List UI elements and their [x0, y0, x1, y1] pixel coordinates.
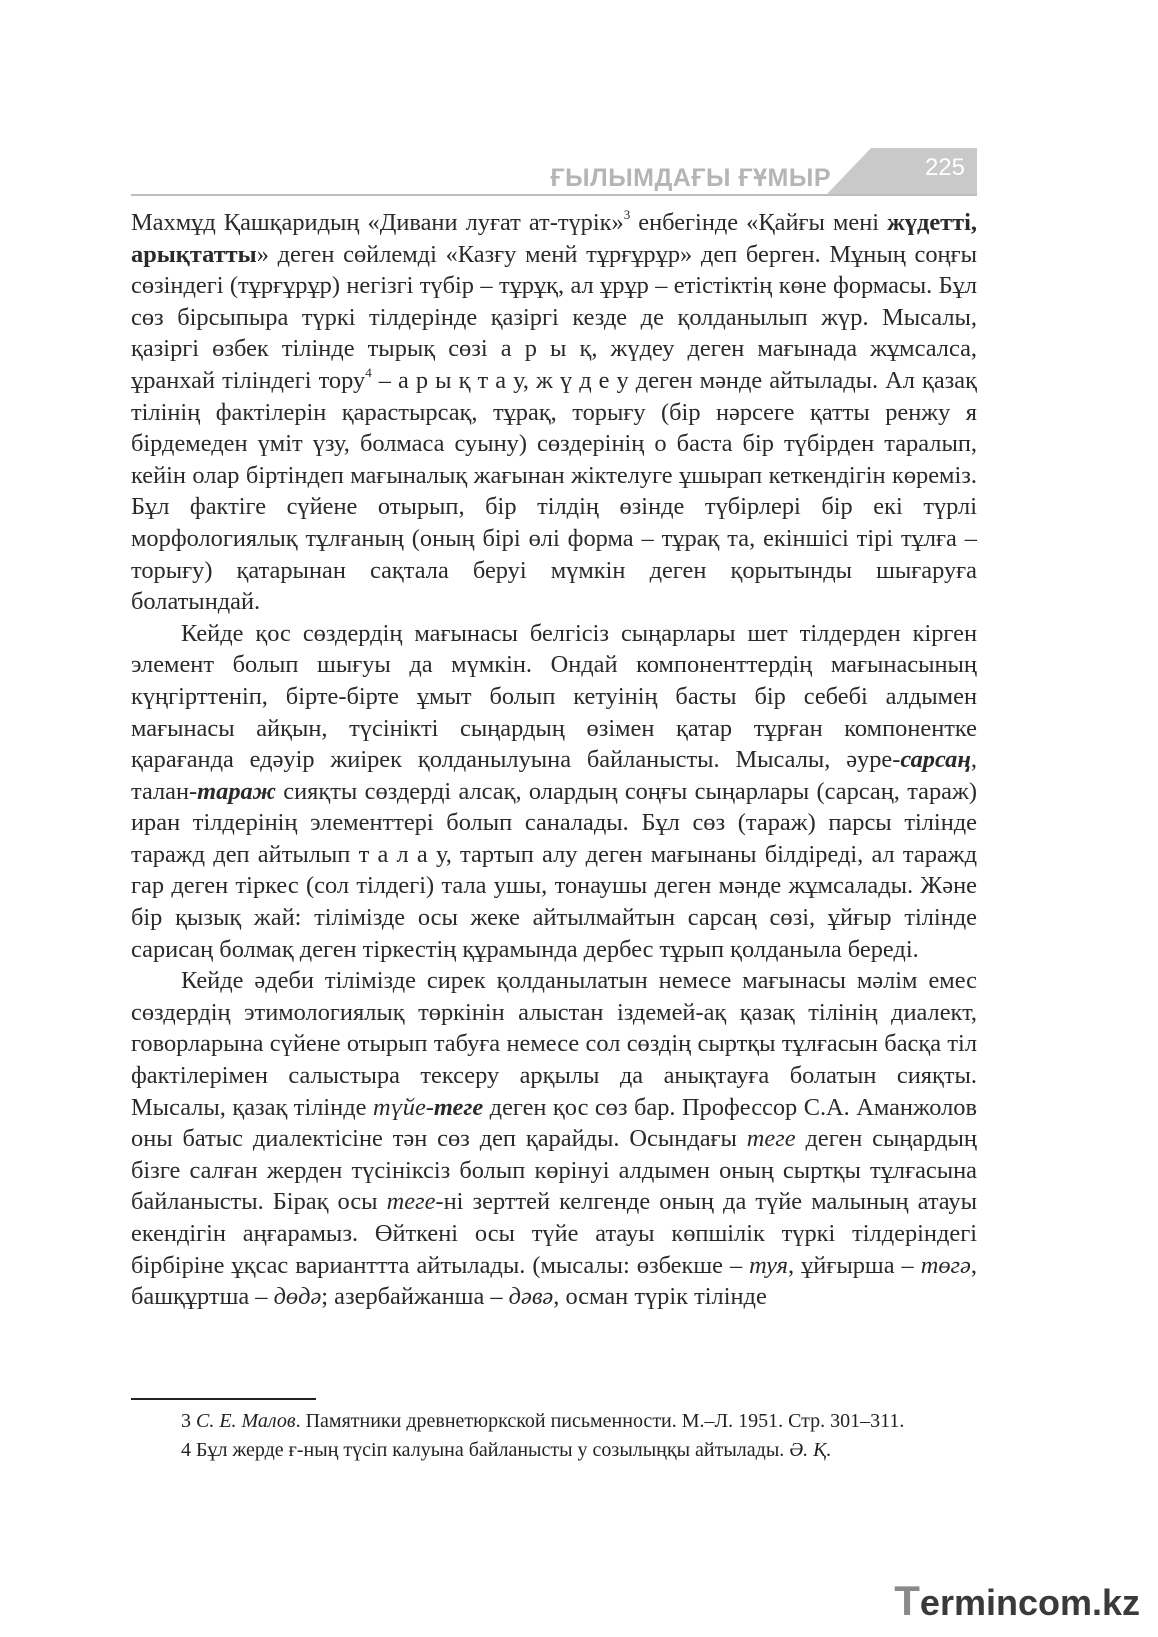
footnotes — [181, 1407, 981, 1465]
paragraph-2: Кейде қос сөздердің мағынасы белгісіз сыңарлары шет тілдерден кірген элемент болып шығуы да мүмкін. Ондай компоненттердің мағынасының күңгірттеніп, бірте-бірте ұмыт болып кетуінің басты бір себебі алдымен мағынасы айқын, түсінікті сыңардың өзімен қатар тұрған компонентке қарағанда едәуір жиірек қолданылуына байланысты. Мысалы, әуре-сарсаң, талан-тараж сияқты сөздерді алсақ, олардың соңғы сыңарлары (сарсаң, тараж) иран тілдерінің элементтері болып саналады. Бұл сөз (тараж) парсы тілінде таражд деп айтылып т а л а у, тартып алу деген мағынаны білдіреді, ал таражд гар деген тіркес (сол тілдегі) тала ушы, тонаушы деген мәнде жұмсалады. Және бір қызық жай: тілімізде осы жеке айтылмайтын сарсаң сөзі, ұйғыр тілінде сарисаң болмақ деген тіркестің құрамында дербес тұрып қолданыла береді. — [131, 619, 977, 963]
term-sarsan: сарсаң — [900, 746, 971, 774]
footnote-ref-4: 4 — [365, 364, 372, 380]
watermark-logo: Termincom.kz — [894, 1577, 1140, 1624]
term-tuie: түйе- — [372, 1093, 434, 1121]
paragraph-1: Махмұд Қашқаридың «Дивани луғат ат-түрік»$^3$ енбегінде «Қайғы мені жүдетті, арықтатты» деген сөйлемді «Казғу менй тұрғұрұр» деп берген. Мұның соңғы сөзіндегі (тұрғұрұр) негізгі түбір – тұрұқ, ал ұрұр – етістіктің көне формасы. Бұл сөз бірсыпыра түркі тілдерінде қазіргі кезде де қолданылып жүр. Мысалы, қазіргі өзбек тілінде тырық сөзі а р ы қ, жүдеу деген мағынада жұмсалса, ұранхай тіліндегі тору$^4$ – а р ы қ т а у, ж ү д е у деген мәнде айтылады. Ал қазақ тілінің фактілерін қарастырсақ, тұрақ, торығу (бір нәрсеге қатты ренжу я бірдемеден үміт үзу, болмаса суыну) сөздерінің о баста бір түбірден таралып, кейін олар біртіндеп мағыналық жағынан жіктелуге ұшырап кеткендігін көреміз. Бұл фактіге сүйене отырып, бір тілдің өзінде түбірлері бір екі түрлі морфологиялық тұлғаның (оның бірі өлі форма – тұрақ та, екіншісі тірі тұлға – торығу) қатарынан сақтала беруі мүмкін деген қорытынды шығаруға болатындай. — [131, 206, 977, 616]
page-number: 225 — [924, 154, 965, 181]
footnote-3: 3 С. Е. Малов. Памятники древнетюркской письменности. М.–Л. 1951. Стр. 301–311. — [181, 1410, 905, 1432]
term-tarazh: тараж — [197, 777, 276, 805]
header-rule — [131, 194, 977, 196]
footnote-4: 4 Бұл жерде ғ-ның түсіп калуына байланысты у созылыңқы айтылады. Ә. Қ. — [181, 1439, 832, 1461]
paragraph-3: Кейде әдеби тілімізде сирек қолданылатын немесе мағынасы мәлім емес сөздердің этимологиялық төркінін алыстан іздемей-ақ қазақ тілінің диалект, говорларына сүйене отырып табуға немесе сол сөздің сыртқы тұлғасын басқа тіл фактілерімен салыстыра тексеру арқылы да анықтауға болатын сияқты. Мысалы, қазақ тілінде түйе-теге деген қос сөз бар. Профессор С.А. Аманжолов оны батыс диалектісіне тән сөз деп қарайды. Осындағы теге деген сыңардың бізге салған жерден түсініксіз болып көрінуі алдымен оның сыртқы тұлғасына байланысты. Бірақ осы теге-ні зерттей келгенде оның да түйе малының атауы екендігін аңғарамыз. Өйткені осы түйе атауы көпшілік түркі тілдеріндегі бірбіріне ұқсас варианттта айтылады. (мысалы: өзбекше – туя, ұйғырша – төгә, башқұртша – дөдә; азербайжанша – дәвә, осман түрік тілінде — [131, 967, 977, 1311]
page-number-tab — [827, 148, 977, 194]
footnote-signature: Ә. Қ. — [789, 1439, 832, 1461]
term-tege: теге — [433, 1093, 484, 1121]
footnote-ref-3: 3 — [623, 206, 631, 222]
running-header-title: ҒЫЛЫМДАҒЫ ҒҰМЫР — [550, 164, 831, 192]
footnote-author: С. Е. Малов — [196, 1410, 296, 1432]
footnote-rule — [131, 1398, 316, 1400]
running-header — [131, 148, 977, 196]
body-text — [131, 207, 977, 1313]
bold-phrase: жүдетті, арықтатты — [131, 209, 977, 268]
